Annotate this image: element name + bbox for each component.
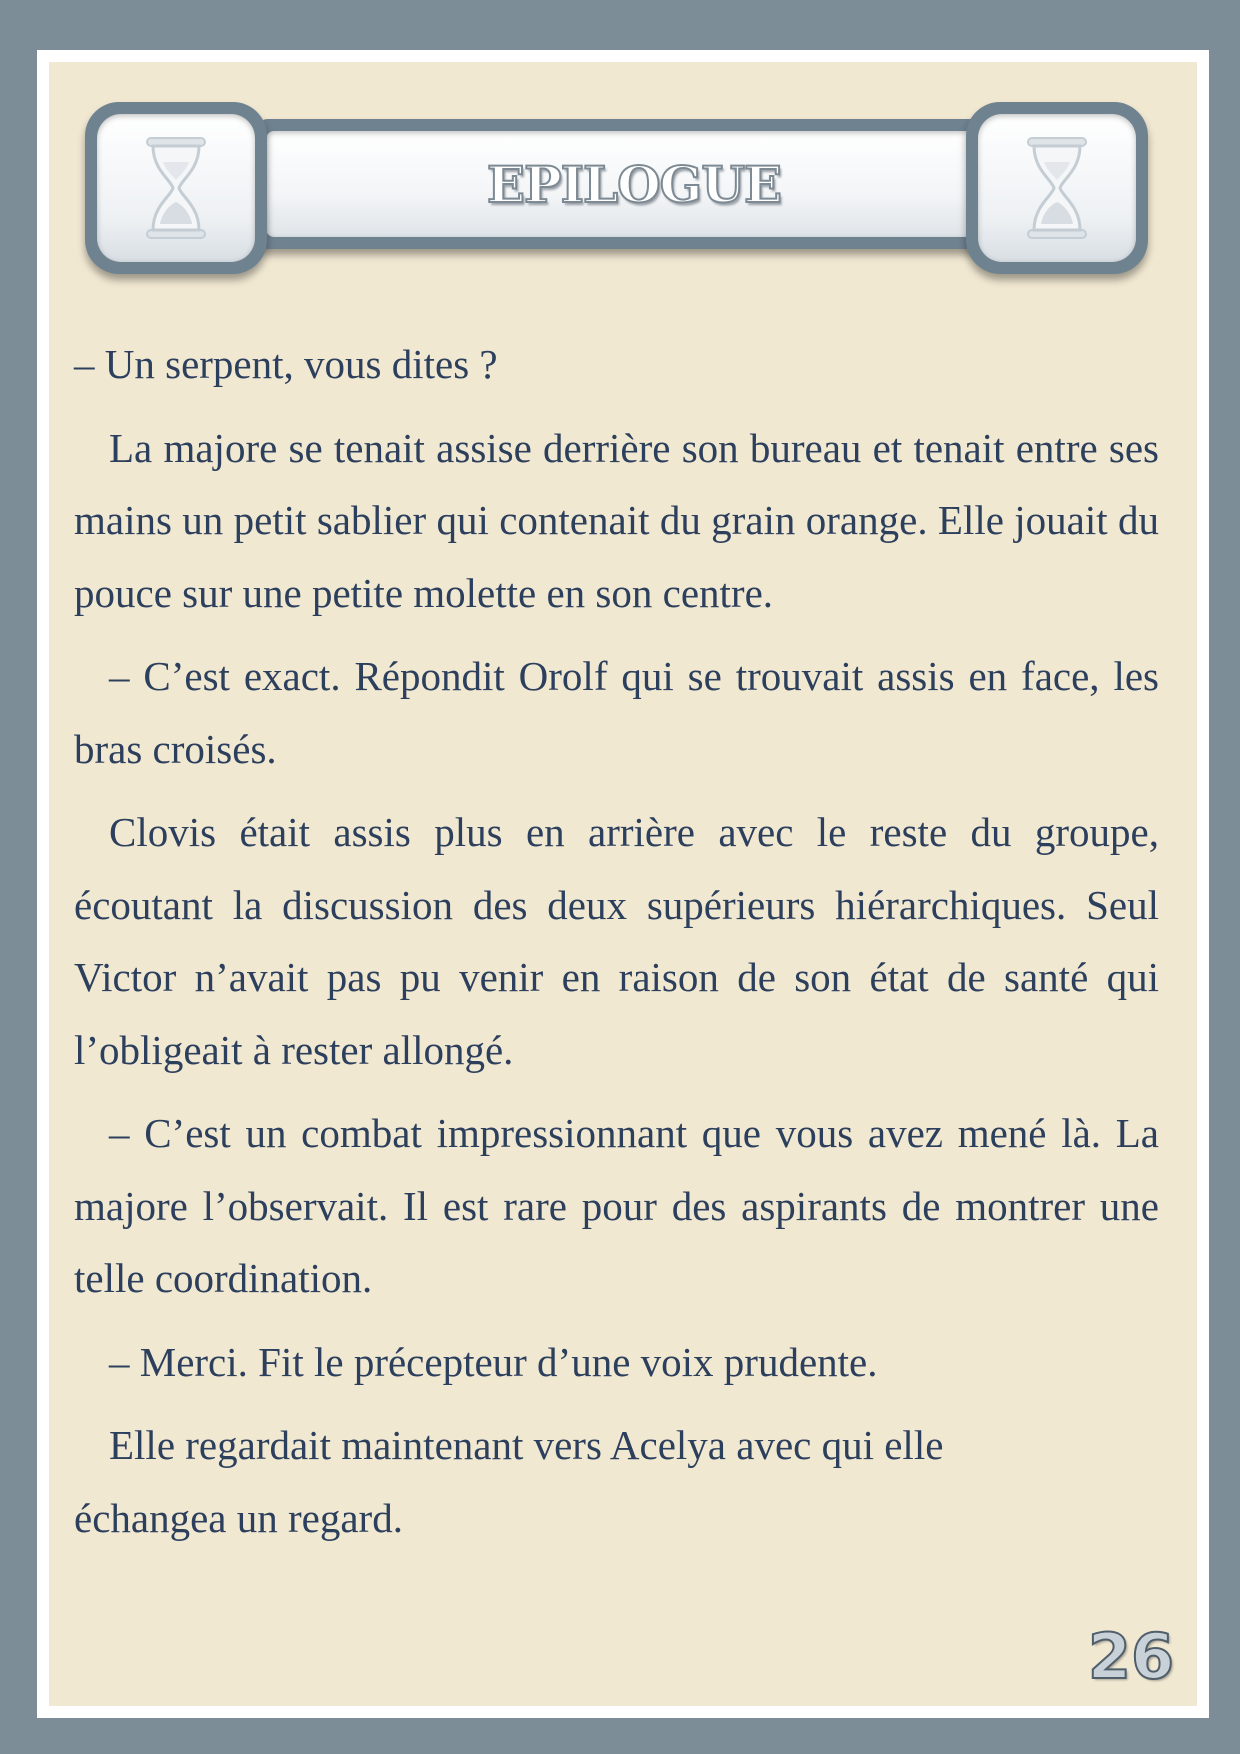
hourglass-icon — [1024, 136, 1090, 240]
chapter-banner — [254, 119, 1014, 249]
banner-right-box — [966, 102, 1148, 274]
chapter-banner-inner — [266, 131, 1002, 237]
paragraph: Clovis était assis plus en arrière avec le reste du groupe, écoutant la discussion des deux supérieurs hiérarchiques. Seul Victor n’avait pas pu venir en raison de son état de santé qui l’obligeait à rester allongé. — [74, 809, 1159, 1073]
page-number: 26 — [1087, 1620, 1175, 1693]
paragraph: – C’est un combat impressionnant que vous avez mené là. La majore l’observait. Il est rare pour des aspirants de montrer une telle coordination. — [74, 1110, 1159, 1301]
paragraph: Elle regardait maintenant vers Acelya avec qui elle échangea un regard. — [74, 1422, 944, 1541]
story-text — [74, 328, 1159, 1565]
banner-left-box — [85, 102, 267, 274]
page — [49, 62, 1197, 1706]
chapter-title: EPILOGUE — [486, 154, 782, 214]
paragraph: – Un serpent, vous dites ? — [74, 341, 498, 387]
hourglass-icon — [143, 136, 209, 240]
paragraph: – Merci. Fit le précepteur d’une voix prudente. — [109, 1338, 878, 1385]
paragraph: La majore se tenait assise derrière son bureau et tenait entre ses mains un petit sablier qui contenait du grain orange. Elle jouait du pouce sur une petite molette en son centre. — [74, 424, 1159, 616]
paragraph: – C’est exact. Répondit Orolf qui se trouvait assis en face, les bras croisés. — [74, 653, 1159, 772]
